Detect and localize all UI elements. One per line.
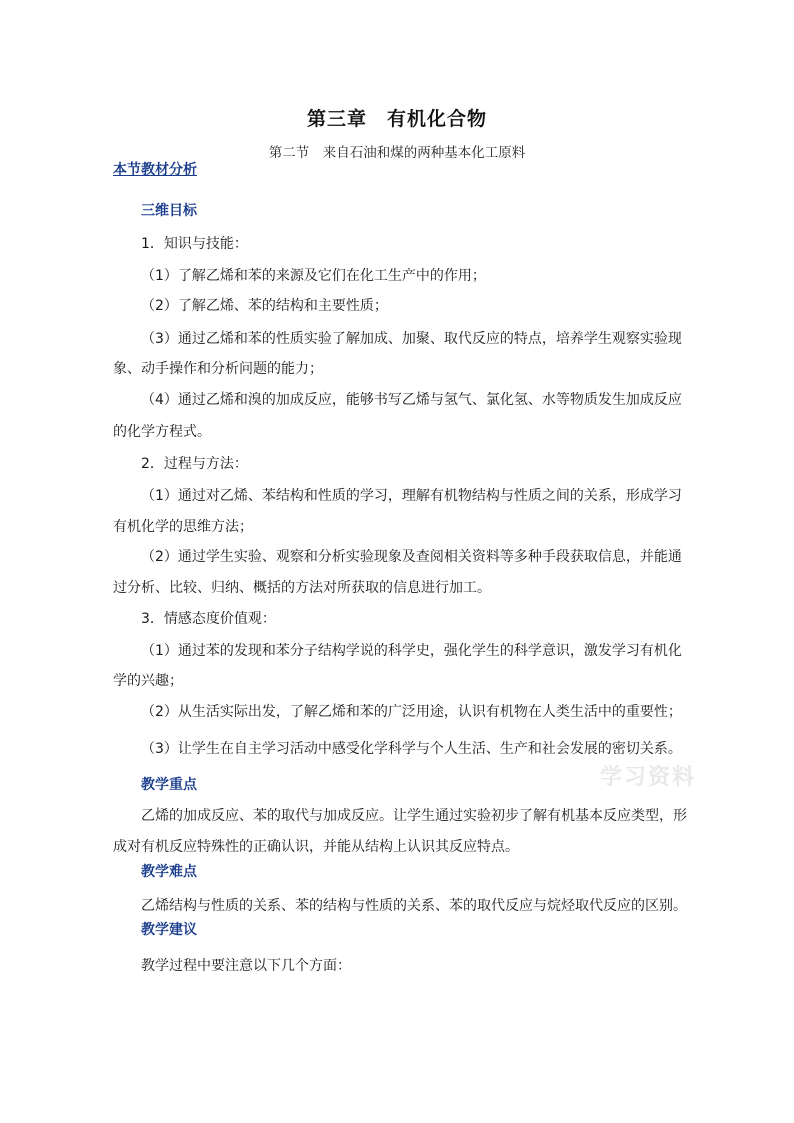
watermark: 学习资料 (600, 765, 697, 790)
goal1-item4-line1: （4）通过乙烯和溴的加成反应，能够书写乙烯与氢气、氯化氢、水等物质发生加成反应 (141, 392, 682, 408)
goal2-heading: 2．过程与方法： (141, 456, 248, 472)
goal3-item1-line1: （1）通过苯的发现和苯分子结构学说的科学史，强化学生的科学意识，激发学习有机化 (141, 643, 682, 659)
key-points-line1: 乙烯的加成反应、苯的取代与加成反应。让学生通过实验初步了解有机基本反应类型，形 (141, 808, 687, 824)
heading-difficult-points: 教学难点 (141, 864, 197, 880)
chapter-title: 第三章 有机化合物 (306, 108, 487, 130)
goal3-item2: （2）从生活实际出发，了解乙烯和苯的广泛用途，认识有机物在人类生活中的重要性； (141, 704, 682, 720)
heading-key-points: 教学重点 (141, 777, 197, 793)
goal1-item2: （2）了解乙烯、苯的结构和主要性质； (141, 298, 388, 314)
goal1-item4-line2: 的化学方程式。 (113, 424, 211, 440)
goal1-item3-line1: （3）通过乙烯和苯的性质实验了解加成、加聚、取代反应的特点，培养学生观察实验现 (141, 331, 682, 347)
goal3-heading: 3．情感态度价值观： (141, 611, 276, 627)
goal3-item3: （3）让学生在自主学习活动中感受化学科学与个人生活、生产和社会发展的密切关系。 (141, 741, 682, 757)
goal2-item1-line2: 有机化学的思维方法； (113, 519, 253, 535)
goal3-item1-line2: 学的兴趣； (113, 673, 183, 689)
difficult-points-line1: 乙烯结构与性质的关系、苯的结构与性质的关系、苯的取代反应与烷烃取代反应的区别。 (141, 898, 687, 914)
goal1-item1: （1）了解乙烯和苯的来源及它们在化工生产中的作用； (141, 268, 486, 284)
goal1-item3-line2: 象、动手操作和分析问题的能力； (113, 361, 323, 377)
suggestions-line1: 教学过程中要注意以下几个方面： (141, 958, 351, 974)
key-points-line2: 成对有机反应特殊性的正确认识，并能从结构上认识其反应特点。 (113, 839, 519, 855)
heading-goals: 三维目标 (141, 203, 197, 219)
goal2-item1-line1: （1）通过对乙烯、苯结构和性质的学习，理解有机物结构与性质之间的关系，形成学习 (141, 488, 682, 504)
goal2-item2-line1: （2）通过学生实验、观察和分析实验现象及查阅相关资料等多种手段获取信息，并能通 (141, 549, 682, 565)
goal2-item2-line2: 过分析、比较、归纳、概括的方法对所获取的信息进行加工。 (113, 580, 491, 596)
goal1-heading: 1．知识与技能： (141, 236, 248, 252)
section-subtitle: 第二节 来自石油和煤的两种基本化工原料 (268, 145, 526, 161)
heading-suggestions: 教学建议 (141, 922, 197, 938)
section-analysis-link[interactable]: 本节教材分析 (113, 162, 197, 178)
